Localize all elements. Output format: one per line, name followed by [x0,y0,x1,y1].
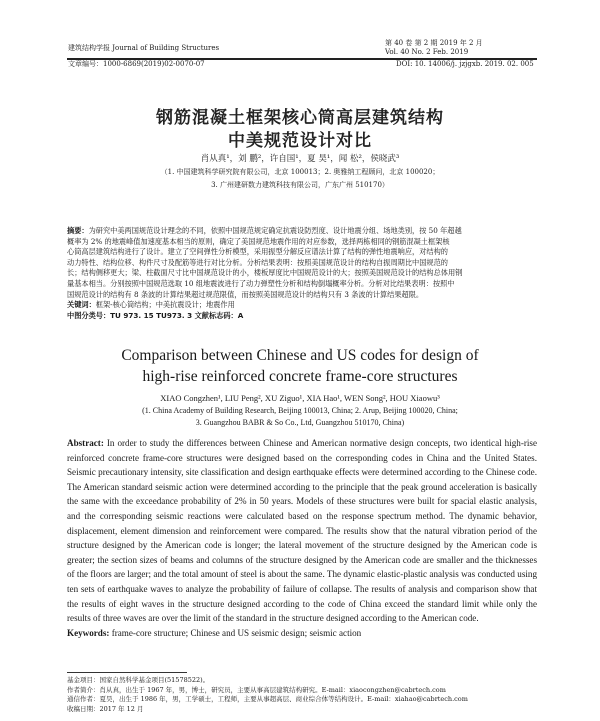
cn-abstract-line: 国规范设计的结构有 8 条波的计算结果超过规范限值，而按照美国规范设计的结构只有 3 条波的计算结果超限。 [67,289,424,299]
doi: DOI: 10. 14006/j. jzjgxb. 2019. 02. 005 [396,60,534,68]
footnotes [67,676,468,714]
en-title-line-2: high-rise reinforced concrete frame-core structures [142,368,458,385]
footnote-author: 作者简介：肖从真，出生于 1967 年，男，博士，研究员，主要从事高层建筑结构研究。E-mail：xiaocongzhen@cabrtech.com [67,685,446,694]
journal-name: 建筑结构学报 Journal of Building Structures [68,44,220,52]
en-title-line-1: Comparison between Chinese and US codes for design of [121,347,479,364]
en-affiliation-1: (1. China Academy of Building Research, Beijing 100013, China; 2. Arup, Beijing 100020, China; [142,406,458,415]
en-abstract-label: Abstract: [67,438,104,448]
footnote-rule [67,672,187,673]
en-abstract-text: In order to study the differences between Chinese and American normative design concepts, two identical high-rise reinforced concrete frame-core structures were designed based on the corresponding codes in China and the United States. Seismic precautionary intensity, site classification and design earthquake effects were determined according to the Chinese code. The American standard seismic action were determined according to the principle that the peak ground acceleration is basically the same with the exceedance probability of 2% in 50 years. Models of these structures were built for spacial elastic analysis, and the corresponding seismic reactions were calculated based on the response spectrum method. The dynamic behavior, displacement, element dimension and reinforcement were compared. The results show that the natural vibration period of the structure designed by the American code is longer; the lateral movement of the structure designed by the American code is greater; the section sizes of beams and columns of the structure designed by the American code are smaller and the thicknesses of the floors are larger; and the total amount of steel is about the same. The dynamic elastic-plastic analysis was conducted using ten sets of earthquake waves to analyze the probability of failure of collapse. The results of analysis and comparison show that the results of eight waves in the structure designed according to the code of China exceed the standard limit while only the results of three waves are over the limit of the standard in the structure designed according to the American code. [67,438,537,624]
cn-abstract-line: 概率为 2% 的地震峰值加速度基本相当的原则，确定了美国规范地震作用的对应参数，选择两栋相同的钢筋混凝土框架核 [67,236,450,246]
article-number: 文章编号：1000-6869(2019)02-0070-07 [68,60,205,68]
en-keywords: Keywords: frame-core structure; Chinese and US seismic design; seismic action [67,627,362,638]
cn-abstract [67,226,537,321]
cn-affiliation-2: 3. 广州建研数力建筑科技有限公司，广东广州 510170） [211,181,389,189]
cn-abstract-line: 心筒高层建筑结构进行了设计。建立了空间弹性分析模型，采用振型分解反应谱法计算了结构的弹性地震响应，对结构的 [67,247,448,257]
en-affiliation-2: 3. Guangzhou BABR & So Co., Ltd, Guangzhou 510170, China) [195,418,405,427]
cn-title-line-2: 中美规范设计对比 [228,131,372,151]
footnote-funding: 基金项目：国家自然科学基金项目(51578522)。 [67,676,210,684]
issue-en: Vol. 40 No. 2 Feb. 2019 [385,48,469,56]
en-keywords-label: Keywords: [67,627,110,638]
en-abstract [67,436,537,640]
cn-authors: 肖从真¹，刘 鹏²，许自国¹，夏 昊¹，闻 松²，侯晓武³ [200,154,400,164]
en-authors: XIAO Congzhen¹, LIU Peng², XU Ziguo¹, XIA Hao¹, WEN Song², HOU Xiaowu³ [160,393,440,403]
issue-cn: 第 40 卷 第 2 期 2019 年 2 月 [385,39,483,47]
footnote-received: 收稿日期：2017 年 12 月 [67,704,144,713]
cn-classification: 中图分类号：TU 973. 15 TU973. 3 文献标志码：A [67,310,244,320]
cn-keywords-label: 关键词： [67,300,96,310]
cn-abstract-label: 摘要： [67,226,89,235]
cn-abstract-line: 量基本相当。分别按照中国规范选取 10 组地震波进行了动力弹塑性分析和结构倒塌概率分析。分析对比结果表明：按照中 [67,278,455,288]
cn-title-line-1: 钢筋混凝土框架核心筒高层建筑结构 [156,108,444,128]
cn-keywords: 关键词：框架-核心筒结构；中美抗震设计；地震作用 [67,300,235,310]
issue-info [385,39,483,57]
cn-abstract-line: 长；结构侧移更大；梁、柱截面尺寸比中国规范设计的小，楼板厚度比中国规范设计的大；按照美国规范设计的结构总体用钢 [67,268,463,278]
cn-abstract-line: 动力特性、结构位移、构件尺寸及配筋等进行对比分析。分析结果表明：按照美国规范设计的结构自振周期比中国规范的 [67,257,448,267]
footnote-corresponding: 通信作者：夏昊，出生于 1986 年，男，工学硕士，工程师，主要从事超高层、商业综合体等结构设计。E-mail：xiahao@cabrtech.com [67,695,468,703]
cn-abstract-line: 摘要：为研究中美两国规范设计理念的不同，依照中国规范规定确定抗震设防烈度、设计地震分组、场地类别，按 50 年超越 [67,226,462,235]
cn-affiliation-1: （1. 中国建筑科学研究院有限公司，北京 100013；2. 奥雅纳工程顾问，北京 100020； [160,168,440,176]
